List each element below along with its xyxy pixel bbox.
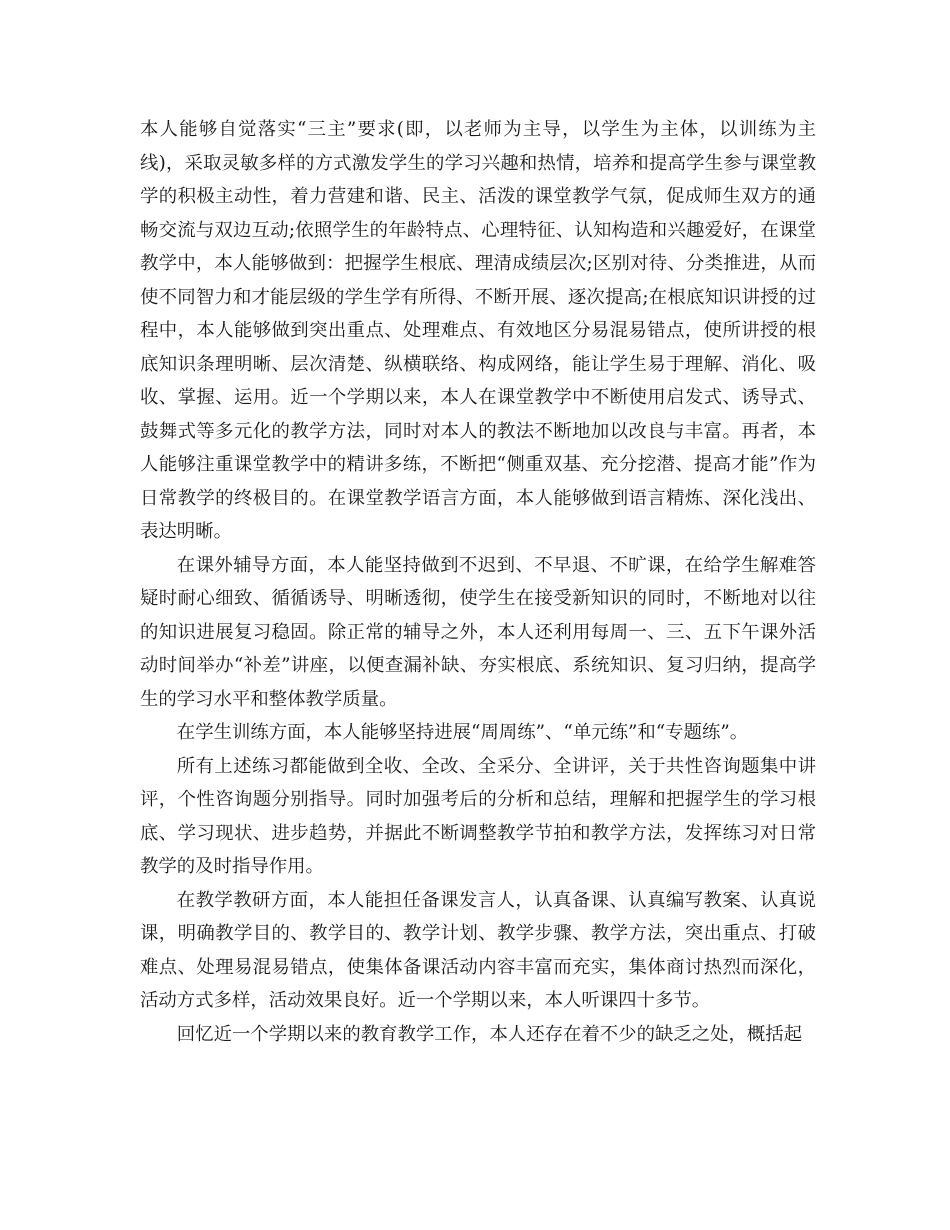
paragraph-classroom-teaching: 本人能够自觉落实“三主”要求(即，以老师为主导，以学生为主体，以训练为主线)，采取灵敏多样的方式激发学生的学习兴趣和热情，培养和提高学生参与课堂教学的积极主动性，着力营建和谐、民主、活泼的课堂教学气氛，促成师生双方的通畅交流与双边互动;依照学生的年龄特点、心理特征、认知构造和兴趣爱好，在课堂教学中，本人能够做到：把握学生根底、理清成绩层次;区别对待、分类推进，从而使不同智力和才能层级的学生学有所得、不断开展、逐次提高;在根底知识讲授的过程中，本人能够做到突出重点、处理难点、有效地区分易混易错点，使所讲授的根底知识条理明晰、层次清楚、纵横联络、构成网络，能让学生易于理解、消化、吸收、掌握、运用。近一个学期以来，本人在课堂教学中不断使用启发式、诱导式、鼓舞式等多元化的教学方法，同时对本人的教法不断地加以改良与丰富。再者，本人能够注重课堂教学中的精讲多练，不断把“侧重双基、充分挖潜、提高才能”作为日常教学的终极目的。在课堂教学语言方面，本人能够做到语言精炼、深化浅出、表达明晰。 [140,119,816,542]
paragraph-extracurricular-tutoring: 在课外辅导方面，本人能坚持做到不迟到、不早退、不旷课，在给学生解难答疑时耐心细致、循循诱导、明晰透彻，使学生在接受新知识的同时，不断地对以往的知识进展复习稳固。除正常的辅导之外，本人还利用每周一、三、五下午课外活动时间举办“补差”讲座，以便查漏补缺、夯实根底、系统知识、复习归纳，提高学生的学习水平和整体教学质量。 [140,554,816,710]
paragraph-student-training: 在学生训练方面，本人能够坚持进展“周周练”、“单元练”和“专题练”。 [176,722,749,743]
paragraph-exercise-review: 所有上述练习都能做到全收、全改、全采分、全讲评，关于共性咨询题集中讲评，个性咨询题分别指导。同时加强考后的分析和总结，理解和把握学生的学习根底、学习现状、进步趋势，并据此不断调整教学节拍和教学方法，发挥练习对日常教学的及时指导作用。 [140,755,816,877]
paragraph-teaching-research: 在教学教研方面，本人能担任备课发言人，认真备课、认真编写教案、认真说课，明确教学目的、教学目的、教学计划、教学步骤、教学方法，突出重点、打破难点、处理易混易错点，使集体备课活动内容丰富而充实，集体商讨热烈而深化，活动方式多样，活动效果良好。近一个学期以来，本人听课四十多节。 [140,889,816,1011]
paragraph-reflection: 回忆近一个学期以来的教育教学工作，本人还存在着不少的缺乏之处，概括起 [176,1023,803,1045]
document-page [140,113,816,1051]
